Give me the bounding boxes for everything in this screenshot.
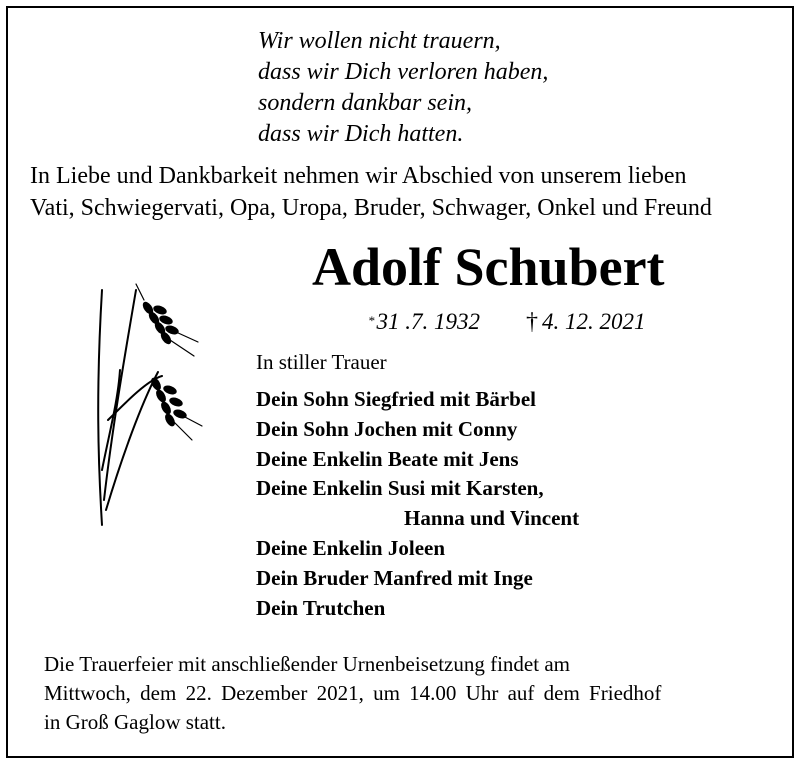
funeral-info: [44, 650, 661, 737]
wheat-ears-icon: [88, 280, 218, 530]
intro-line: In Liebe und Dankbarkeit nehmen wir Abschied von unserem lieben: [30, 163, 687, 189]
funeral-info-line: in Groß Gaglow statt.: [44, 710, 226, 734]
family-list: [256, 385, 579, 623]
family-member: Dein Sohn Jochen mit Conny: [256, 416, 518, 441]
mourning-line: In stiller Trauer: [256, 350, 387, 374]
funeral-info-line: Mittwoch, dem 22. Dezember 2021, um 14.00 Uhr auf dem Friedhof: [44, 681, 662, 705]
deceased-name: Adolf Schubert: [312, 237, 665, 297]
poem-line: dass wir Dich hatten.: [258, 121, 464, 147]
funeral-info-line: Die Trauerfeier mit anschließender Urnenbeisetzung findet am: [44, 652, 570, 676]
family-member: Deine Enkelin Joleen: [256, 535, 446, 560]
poem-line: sondern dankbar sein,: [258, 90, 472, 116]
family-member: Dein Bruder Manfred mit Inge: [256, 565, 533, 590]
intro-text: [30, 160, 712, 224]
poem-line: Wir wollen nicht trauern,: [258, 28, 501, 54]
intro-line: Vati, Schwiegervati, Opa, Uropa, Bruder, Schwager, Onkel und Freund: [30, 195, 712, 221]
family-member: Deine Enkelin Beate mit Jens: [256, 446, 519, 471]
family-member: Dein Sohn Siegfried mit Bärbel: [256, 387, 537, 411]
family-member: Hanna und Vincent: [404, 506, 580, 531]
poem-quote: [258, 26, 548, 150]
birth-symbol: *: [368, 313, 375, 328]
family-member: Deine Enkelin Susi mit Karsten,: [256, 476, 544, 501]
death-date: [526, 308, 646, 336]
birth-date-value: 31 .7. 1932: [376, 309, 480, 334]
birth-date: [368, 308, 480, 339]
poem-line: dass wir Dich verloren haben,: [258, 59, 549, 85]
family-member: Dein Trutchen: [256, 595, 386, 620]
cross-icon: †: [526, 309, 538, 335]
death-date-value: 4. 12. 2021: [542, 309, 646, 334]
